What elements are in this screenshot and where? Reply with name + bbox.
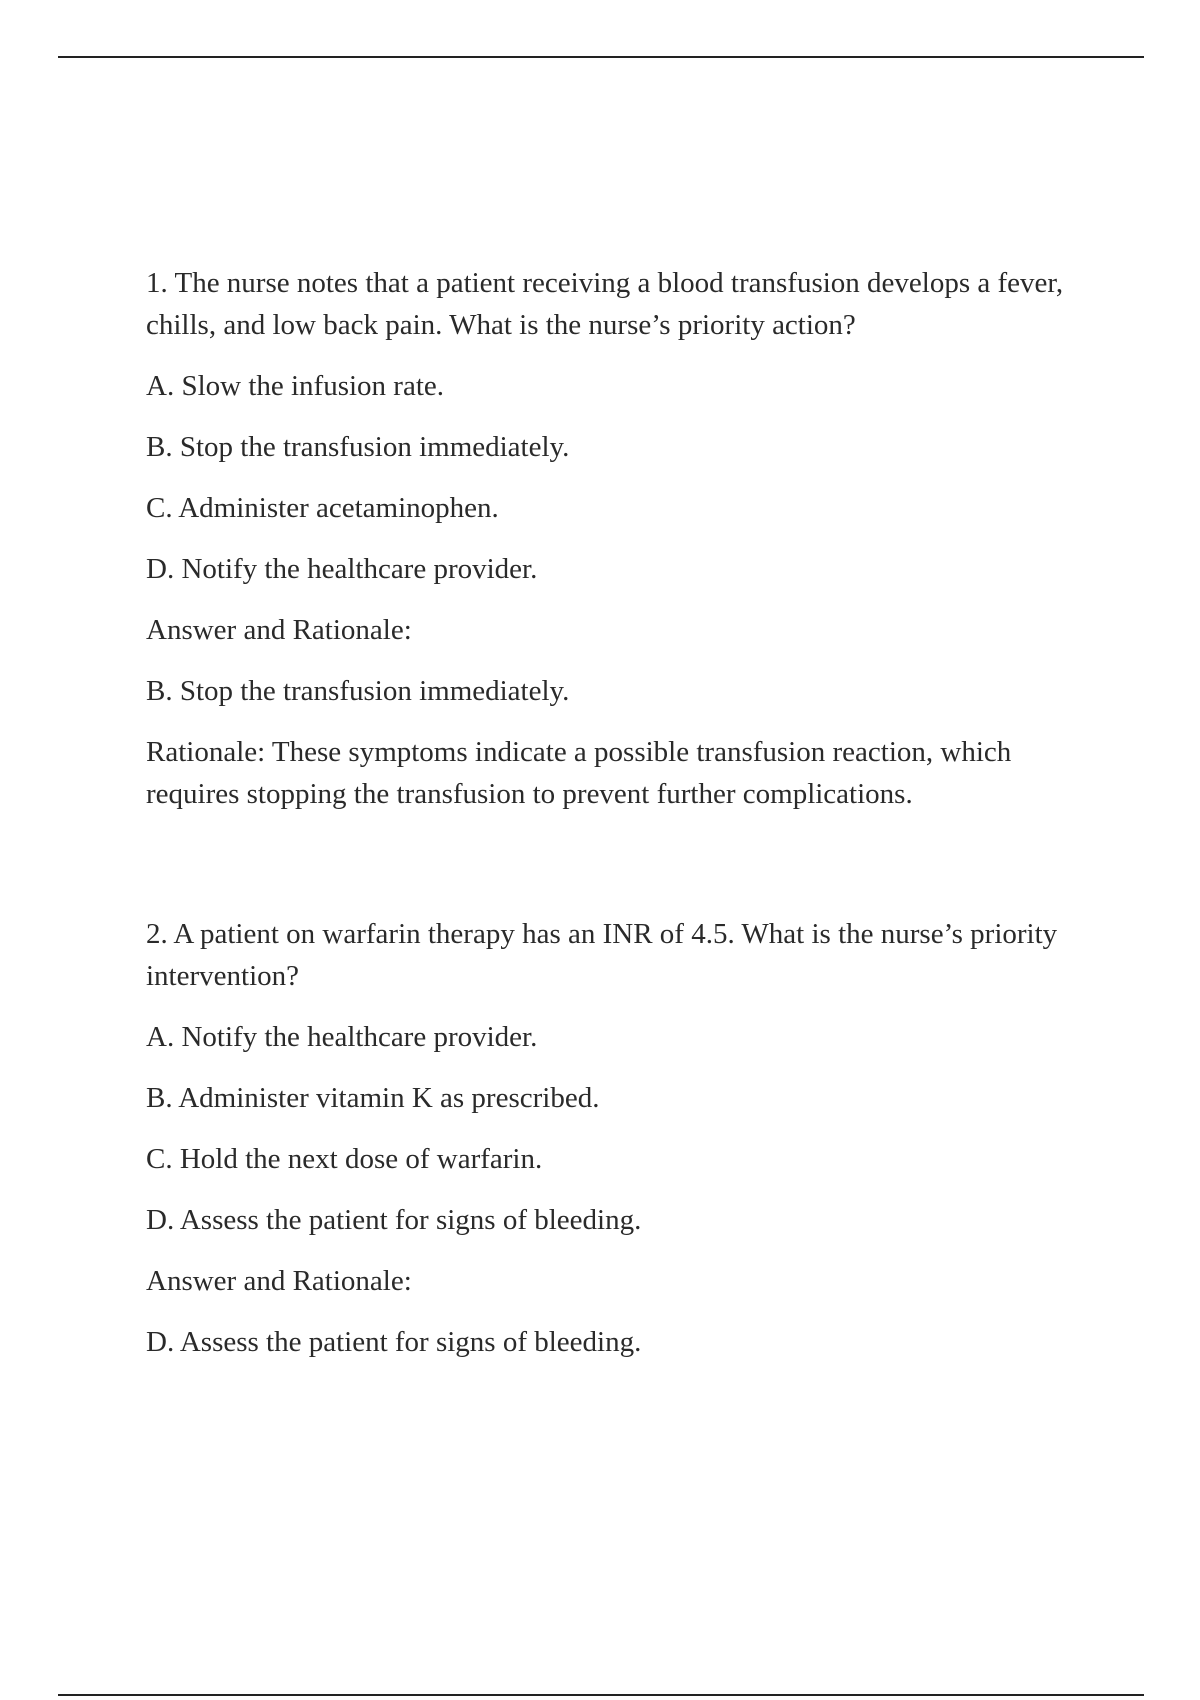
question-1-prompt: 1. The nurse notes that a patient receiving a blood transfusion develops a fever, chills, and low back pain. What is the nurse’s priority action? (146, 267, 1064, 341)
question-block-2 (146, 913, 1086, 1363)
question-1-option-a: A. Slow the infusion rate. (146, 370, 445, 402)
question-1-answer-heading: Answer and Rationale: (146, 614, 412, 646)
question-1-option-d: D. Notify the healthcare provider. (146, 553, 538, 585)
question-1-rationale: Rationale: These symptoms indicate a possible transfusion reaction, which requires stopping the transfusion to prevent further complications. (146, 736, 1012, 810)
top-divider (58, 56, 1144, 58)
question-1-option-c: C. Administer acetaminophen. (146, 492, 499, 524)
question-block-1 (146, 262, 1086, 815)
question-2-answer: D. Assess the patient for signs of bleeding. (146, 1326, 642, 1358)
question-2-answer-heading: Answer and Rationale: (146, 1265, 412, 1297)
question-2-option-a: A. Notify the healthcare provider. (146, 1021, 538, 1053)
question-2-prompt: 2. A patient on warfarin therapy has an INR of 4.5. What is the nurse’s priority intervention? (146, 918, 1058, 992)
question-2-option-d: D. Assess the patient for signs of bleeding. (146, 1204, 642, 1236)
question-2-option-c: C. Hold the next dose of warfarin. (146, 1143, 543, 1175)
bottom-divider (58, 1694, 1144, 1696)
question-2-option-b: B. Administer vitamin K as prescribed. (146, 1082, 600, 1114)
question-1-answer: B. Stop the transfusion immediately. (146, 675, 570, 707)
question-1-option-b: B. Stop the transfusion immediately. (146, 431, 570, 463)
document-body (146, 262, 1086, 1363)
